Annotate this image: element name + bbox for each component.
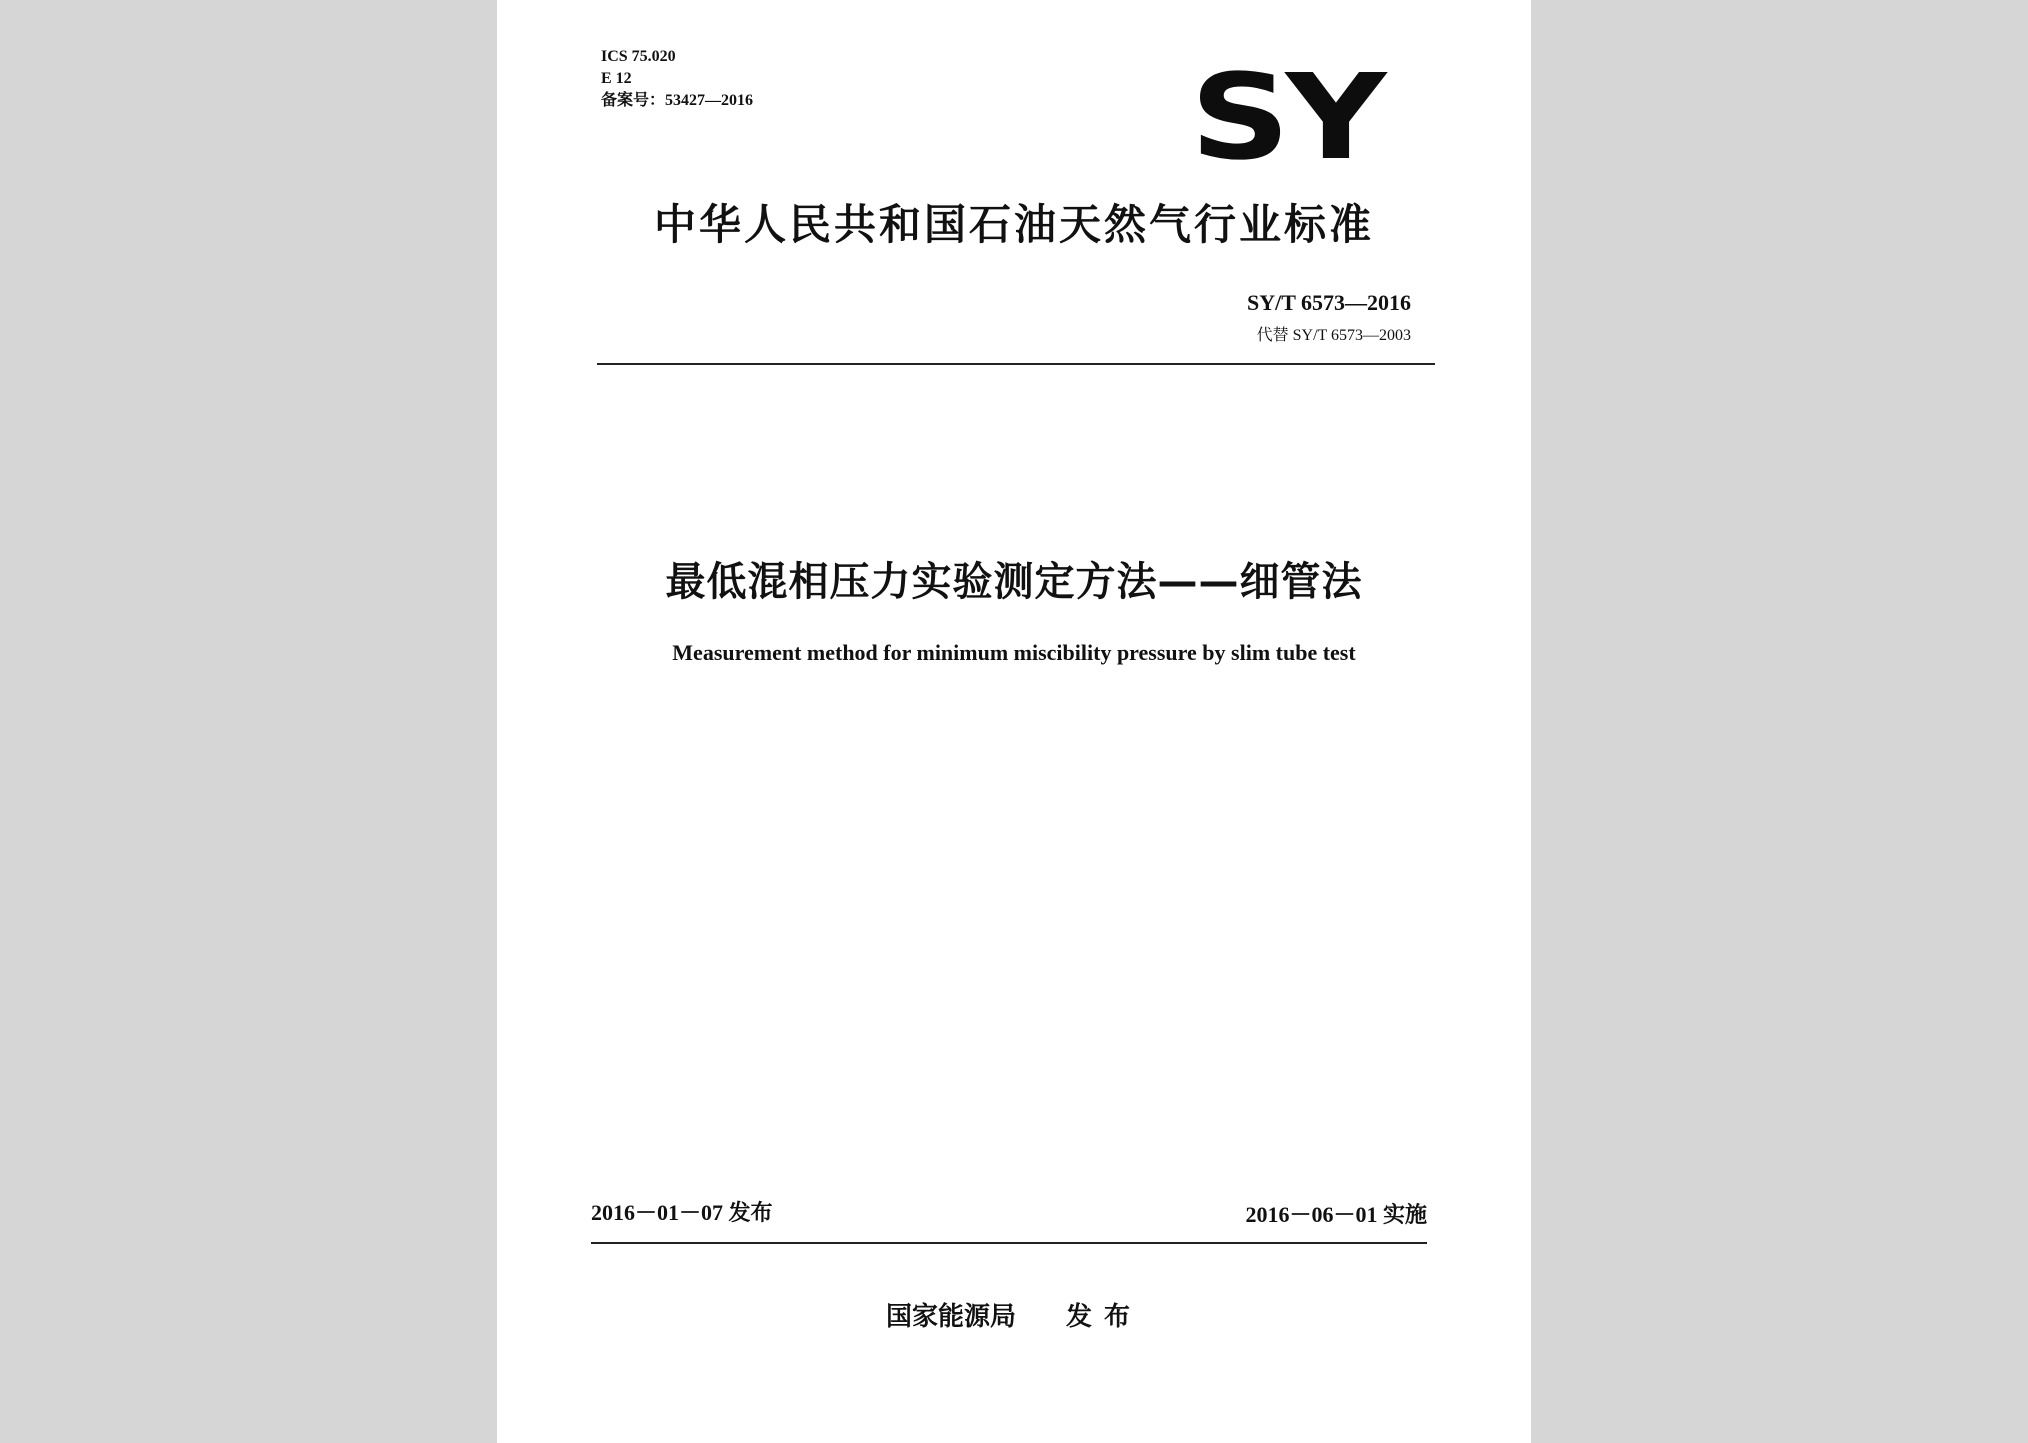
issuer-line	[497, 1296, 1531, 1333]
classification-block	[601, 46, 753, 112]
document-title-chinese: 最低混相压力实验测定方法——细管法	[665, 559, 1363, 605]
issuer-action: 发布	[1066, 1302, 1143, 1332]
document-title-english: Measurement method for minimum miscibility pressure by slim tube test	[672, 640, 1356, 665]
publish-date: 2016－01－07 发布	[591, 1200, 773, 1225]
ics-code: ICS 75.020	[601, 48, 676, 65]
replaces-standard: 代替 SY/T 6573—2003	[1256, 327, 1411, 344]
issuer-name: 国家能源局	[885, 1302, 1016, 1332]
document-page	[497, 0, 1531, 1443]
sy-logo: SY	[1190, 48, 1382, 186]
top-divider	[597, 363, 1435, 365]
effective-date: 2016－06－01 实施	[1245, 1202, 1427, 1227]
bottom-divider	[591, 1242, 1427, 1244]
standard-category-title: 中华人民共和国石油天然气行业标准	[653, 200, 1374, 249]
filing-number: 备案号：53427—2016	[601, 92, 754, 109]
ccs-code: E 12	[601, 70, 632, 87]
standard-number: SY/T 6573—2016	[1246, 290, 1411, 315]
